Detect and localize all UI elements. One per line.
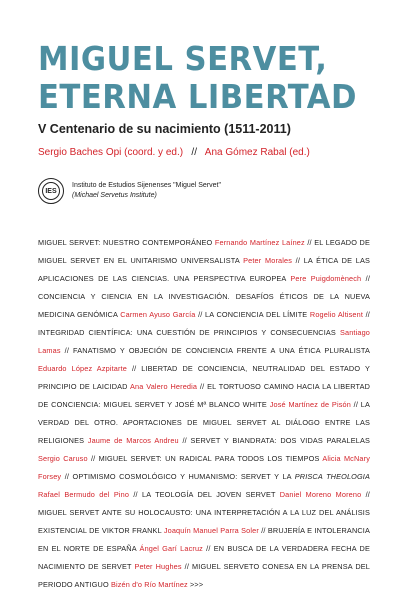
editor-1: Sergio Baches Opi (coord. y ed.) xyxy=(38,147,184,158)
chapter-title: // EN BUSCA DE LA VERDADERA FECHA DE NACIMIENTO DE SERVET xyxy=(38,544,370,571)
contributor-name: Bizén d'o Río Martínez xyxy=(110,580,188,589)
contributor-name: Peter Hughes xyxy=(134,562,182,571)
contributor-name: Fernando Martínez Laínez xyxy=(214,238,305,247)
contributor-name: Sergio Caruso xyxy=(38,454,88,463)
chapter-title: // SERVET Y BIANDRATA: DOS VIDAS PARALELAS xyxy=(178,436,370,445)
chapter-title: // FANATISMO Y OBJECIÓN DE CONCIENCIA FRENTE A UNA ÉTICA PLURALISTA xyxy=(60,346,370,355)
chapter-title: // LA CONCIENCIA DEL LÍMITE xyxy=(195,310,310,319)
contributor-name: Rafael Bermudo del Pino xyxy=(38,490,130,499)
chapter-title: // LA VERDAD DEL OTRO. APORTACIONES DE MIGUEL SERVET AL DIÁLOGO ENTRE LAS RELIGIONES xyxy=(38,400,370,445)
book-title xyxy=(38,40,364,116)
institute-seal-icon xyxy=(38,178,64,204)
contributor-name: Jaume de Marcos Andreu xyxy=(87,436,179,445)
contributor-name: Santiago Lamas xyxy=(38,328,370,355)
contributor-name: Daniel Moreno Moreno xyxy=(279,490,362,499)
chapter-title: // MIGUEL SERVET ANTE SU HOLOCAUSTO: UNA INTERPRETACIÓN A LA LUZ DEL ANÁLISIS EXISTENCIAL DE VIKTOR FRANKL xyxy=(38,490,370,535)
chapter-title: // MIGUEL SERVETO CONESA EN LA PRENSA DEL PERIODO ANTIGUO xyxy=(38,562,370,589)
chapter-title: >>> xyxy=(187,580,204,589)
chapter-title: // LA TEOLOGÍA DEL JOVEN SERVET xyxy=(129,490,280,499)
chapter-title: // EL TORTUOSO CAMINO HACIA LA LIBERTAD DE CONCIENCIA: MIGUEL SERVET Y JOSÉ Mª BLANCO WHITE xyxy=(38,382,371,409)
contributor-name: Ana Valero Heredia xyxy=(129,382,198,391)
contributor-name: Joaquín Manuel Parra Soler xyxy=(163,526,259,535)
subtitle: V Centenario de su nacimiento (1511-2011) xyxy=(38,122,291,136)
contributor-name: Pere Puigdomènech xyxy=(290,274,362,283)
contributor-name: José Martínez de Pisón xyxy=(269,400,351,409)
chapter-title: // MIGUEL SERVET: UN RADICAL PARA TODOS LOS TIEMPOS xyxy=(87,454,323,463)
contributor-name: Peter Morales xyxy=(243,256,293,265)
editors-line xyxy=(38,147,310,158)
institute-text xyxy=(72,181,221,201)
chapter-title: // LIBERTAD DE CONCIENCIA, NEUTRALIDAD DEL ESTADO Y PRINCIPIO DE LAICIDAD xyxy=(38,364,371,391)
title-line-2: ETERNA LIBERTAD xyxy=(38,77,357,116)
table-of-contents xyxy=(38,234,370,594)
chapter-title: // BRUJERÍA E INTOLERANCIA EN EL NORTE DE ESPAÑA xyxy=(38,526,370,553)
editor-separator: // xyxy=(191,147,197,158)
chapter-title: // CONCIENCIA Y CIENCIA EN LA INVESTIGACIÓN. DESAFÍOS ÉTICOS DE LA NUEVA MEDICINA GENÓMICA xyxy=(38,274,371,319)
seal-center: IES xyxy=(42,182,60,200)
chapter-title: // OPTIMISMO COSMOLÓGICO Y HUMANISMO: SERVET Y LA xyxy=(61,472,295,481)
contributor-name: Rogelio Altisent xyxy=(309,310,364,319)
chapter-title: MIGUEL SERVET: NUESTRO CONTEMPORÁNEO xyxy=(38,238,215,247)
institute-block xyxy=(38,178,221,204)
chapter-title: // INTEGRIDAD CIENTÍFICA: UNA CUESTIÓN DE PRINCIPIOS Y CONSECUENCIAS xyxy=(38,310,370,337)
institute-subname: (Michael Servetus Institute) xyxy=(72,192,157,199)
title-line-1: MIGUEL SERVET, xyxy=(38,39,328,78)
institute-name: Instituto de Estudios Sijenenses "Miguel Servet" xyxy=(72,182,221,189)
chapter-title: // EL LEGADO DE MIGUEL SERVET EN EL UNITARISMO UNIVERSALISTA xyxy=(38,238,370,265)
editor-2: Ana Gómez Rabal (ed.) xyxy=(204,147,310,158)
chapter-title-italic: PRISCA THEOLOGIA xyxy=(294,472,370,481)
chapter-title: // LA ÉTICA DE LAS APLICACIONES DE LAS CIENCIAS. UNA PERSPECTIVA EUROPEA xyxy=(38,256,371,283)
contributor-name: Carmen Ayuso García xyxy=(120,310,196,319)
contributor-name: Alicia McNary Forsey xyxy=(38,454,370,481)
contributor-name: Eduardo López Azpitarte xyxy=(38,364,127,373)
contributor-name: Ángel Garí Lacruz xyxy=(139,544,203,553)
